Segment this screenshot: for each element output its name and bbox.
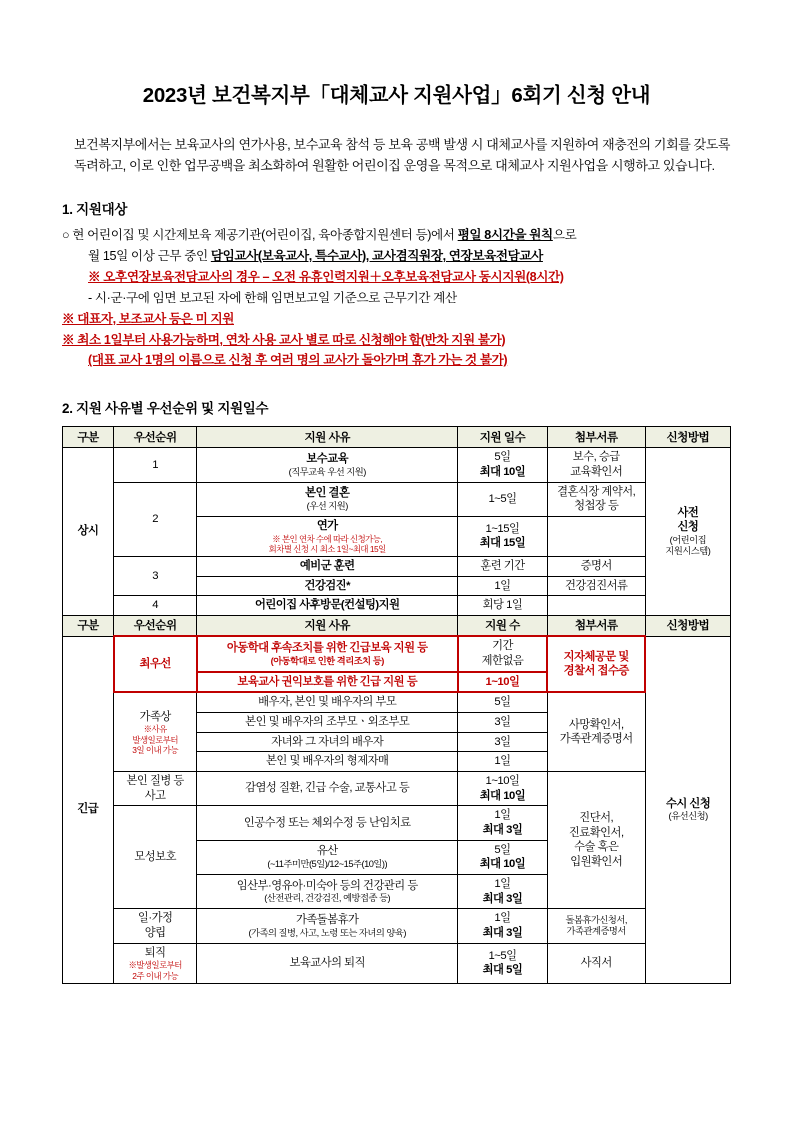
days-cell: 5일: [458, 692, 547, 712]
reason-sub: (아동학대로 인한 격리조치 등): [270, 655, 384, 666]
docs-cell: 건강검진서류: [547, 576, 645, 596]
table-header-row-2: [63, 615, 731, 636]
reason-note-1: ※ 본인 연차 수에 따라 신청가능,: [272, 533, 383, 544]
table-row: [63, 636, 731, 671]
reason-cell: [197, 875, 458, 909]
docs-line2: 교육확인서: [570, 466, 623, 478]
docs-line2: 청첩장 등: [574, 500, 619, 513]
list-item: [62, 247, 731, 267]
table-row: [63, 482, 731, 516]
docs-line1: 결혼식장 계약서,: [557, 485, 636, 498]
col-header-priority: 우선순위: [114, 427, 197, 448]
text-fragment: ○ 현 어린이집 및 시간제보육 제공기관(어린이집, 육아종합지원센터 등)에서: [62, 228, 458, 243]
reason-main: 임산부·영유아·미숙아 등의 건강관리 등: [236, 879, 418, 892]
reason-cell: [197, 517, 458, 557]
docs-cell: 사직서: [547, 943, 645, 983]
reason-sub: (가족의 질병, 사고, 노령 또는 자녀의 양육): [248, 927, 406, 938]
days-cell: 훈련 기간: [458, 556, 547, 576]
text-fragment: 월 15일 이상 근무 중인: [88, 248, 211, 263]
table-row: [63, 943, 731, 983]
intro-paragraph: 보건복지부에서는 보육교사의 연가사용, 보수교육 참석 등 보육 공백 발생 시 대체교사를 지원하여 재충전의 기회를 갖도록 독려하고, 이로 인한 업무공백을 최소화하여 원활한 어린이집 운영을 목적으로 대체교사 지원사업을 시행하고 있습니다.: [74, 137, 731, 174]
priority-label-line1: 일·가정: [137, 912, 173, 925]
section-2-heading: 2. 지원 사유별 우선순위 및 지원일수: [62, 401, 269, 417]
days-cell: [458, 909, 547, 943]
docs-cell: [547, 517, 645, 557]
days-line1: 기간: [492, 640, 513, 653]
table-row: [63, 556, 731, 576]
priority-cell-top: 최우선: [114, 636, 197, 692]
method-line1: 수시 신청: [665, 797, 711, 810]
list-item: (대표 교사 1명의 이름으로 신청 후 여러 명의 교사가 돌아가며 휴가 가는 것 불가): [88, 353, 508, 368]
days-line1: 1~5일: [488, 949, 517, 962]
days-cell: 1일: [458, 576, 547, 596]
docs-cell: [547, 482, 645, 516]
reason-cell: [197, 840, 458, 874]
days-line2: 제한없음: [481, 655, 524, 668]
days-line1: 1~15일: [485, 522, 520, 535]
priority-label: 가족상: [139, 710, 171, 723]
table-row: [63, 772, 731, 806]
reason-cell: 본인 및 배우자의 조부모ㆍ외조부모: [197, 713, 458, 733]
docs-cell: [547, 772, 645, 909]
reason-main: 유산: [316, 845, 338, 858]
days-line2: 최대 5일: [482, 964, 523, 977]
method-line4: 지원시스템): [665, 546, 711, 557]
priority-cell: 4: [114, 596, 197, 616]
priority-note-1: ※발생일로부터: [128, 960, 182, 971]
priority-label-line2: 사고: [144, 789, 166, 802]
reason-cell: 자녀와 그 자녀의 배우자: [197, 732, 458, 752]
col-header-reason: 지원 사유: [197, 427, 458, 448]
days-line1: 5일: [494, 843, 511, 856]
days-line1: 1일: [494, 878, 511, 891]
days-cell: [458, 840, 547, 874]
col-header-days: 지원 일수: [458, 427, 547, 448]
days-cell: [458, 806, 547, 840]
days-cell: [458, 636, 547, 671]
method-line2: (유선신청): [668, 811, 708, 822]
reason-main: 가족돌봄휴가: [295, 914, 359, 927]
docs-line1: 보수, 승급: [572, 451, 620, 464]
reason-sub: (직무교육 우선 지원): [288, 466, 366, 477]
days-cell: 3일: [458, 732, 547, 752]
priority-cell-illness: [114, 772, 197, 806]
days-line2: 최대 10일: [479, 858, 526, 871]
docs-line2: 경찰서 접수증: [563, 665, 629, 678]
priority-cell-resign: [114, 943, 197, 983]
docs-cell: [547, 636, 645, 692]
days-cell: 3일: [458, 713, 547, 733]
support-reasons-table: [62, 426, 731, 983]
reason-cell: 보육교사 권익보호를 위한 긴급 지원 등: [197, 672, 458, 693]
col-header-method: 신청방법: [645, 615, 730, 636]
docs-line1: 돌봄휴가신청서,: [565, 914, 627, 925]
days-line1: 5일: [494, 451, 511, 464]
reason-cell: 배우자, 본인 및 배우자의 부모: [197, 692, 458, 712]
reason-main: 보수교육: [306, 453, 349, 465]
reason-sub: (~11주미만(5일)/12~15주(10일)): [267, 859, 388, 870]
col-header-days: 지원 수: [458, 615, 547, 636]
days-cell: [458, 772, 547, 806]
reason-cell: [197, 448, 458, 482]
priority-cell: 3: [114, 556, 197, 595]
method-line1: 사전: [677, 506, 699, 519]
docs-line1: 지자체공문 및: [563, 650, 629, 663]
days-cell: [458, 448, 547, 482]
page-title: 2023년 보건복지부「대체교사 지원사업」6회기 신청 안내: [142, 84, 651, 107]
docs-cell: [547, 909, 645, 943]
docs-line1: 진단서,: [579, 811, 614, 824]
docs-cell: [547, 448, 645, 482]
col-header-division: 구분: [63, 615, 114, 636]
reason-cell: 감염성 질환, 긴급 수술, 교통사고 등: [197, 772, 458, 806]
priority-cell-worklife: [114, 909, 197, 943]
reason-note-2: 회차별 신청 시 최소 1일~최대 15일: [268, 543, 386, 554]
priority-note-2: 발생일로부터: [132, 734, 178, 745]
priority-cell-maternity: 모성보호: [114, 806, 197, 909]
col-header-division: 구분: [63, 427, 114, 448]
docs-line3: 수술 혹은: [574, 841, 619, 854]
docs-cell: [547, 596, 645, 616]
priority-label-line1: 본인 질병 등: [126, 775, 184, 788]
priority-label-line2: 양립: [144, 927, 166, 940]
section-1-heading: 1. 지원대상: [62, 202, 128, 218]
days-line2: 최대 15일: [479, 537, 526, 550]
list-item: ※ 오후연장보육전담교사의 경우 – 오전 유휴인력지원＋오후보육전담교사 동시지원(8시간): [88, 269, 564, 284]
priority-cell: 2: [114, 482, 197, 556]
days-cell: 1일: [458, 752, 547, 772]
table-row: [63, 448, 731, 482]
days-line2: 최대 10일: [479, 466, 526, 478]
priority-note-1: ※사유: [143, 724, 167, 735]
col-header-method: 신청방법: [645, 427, 730, 448]
method-line2: 신청: [677, 521, 699, 534]
days-line2: 최대 3일: [482, 824, 523, 837]
docs-line2: 진료확인서,: [568, 826, 624, 839]
method-cell-regular: [645, 448, 730, 616]
priority-note-3: 3일 이내 가능: [132, 744, 179, 755]
reason-cell: [197, 482, 458, 516]
reason-cell: [197, 636, 458, 671]
days-line1: 1일: [494, 912, 511, 925]
days-cell: 회당 1일: [458, 596, 547, 616]
reason-cell: 본인 및 배우자의 형제자매: [197, 752, 458, 772]
reason-cell: 건강검진*: [197, 576, 458, 596]
reason-cell: 보육교사의 퇴직: [197, 943, 458, 983]
list-item: - 시·군·구에 임면 보고된 자에 한해 임면보고일 기준으로 근무기간 계산: [88, 290, 457, 305]
reason-main: 본인 결혼: [305, 487, 350, 500]
col-header-reason: 지원 사유: [197, 615, 458, 636]
section-1-list: [62, 226, 731, 371]
priority-label: 퇴직: [144, 946, 166, 959]
table-row: [63, 596, 731, 616]
division-label-regular: 상시: [63, 448, 114, 616]
docs-line2: 가족관계증명서: [559, 733, 633, 746]
days-cell: 1~5일: [458, 482, 547, 516]
docs-line2: 가족관계증명서: [566, 926, 626, 937]
table-row: [63, 692, 731, 712]
priority-cell: 1: [114, 448, 197, 482]
reason-cell: 예비군 훈련: [197, 556, 458, 576]
docs-line1: 사망확인서,: [568, 718, 624, 731]
days-cell: [458, 517, 547, 557]
method-cell-urgent: [645, 636, 730, 983]
days-line2: 최대 10일: [479, 789, 526, 802]
division-label-urgent: 긴급: [63, 636, 114, 983]
days-line2: 최대 3일: [482, 927, 523, 940]
list-item: [62, 226, 731, 246]
list-item: ※ 최소 1일부터 사용가능하며, 연차 사용 교사 별로 따로 신청해야 함(반차 지원 불가): [62, 332, 506, 347]
col-header-docs: 첨부서류: [547, 427, 645, 448]
reason-sub: (우선 지원): [306, 501, 348, 512]
list-item: ※ 대표자, 보조교사 등은 미 지원: [62, 311, 234, 326]
days-line2: 최대 3일: [482, 892, 523, 905]
text-emphasis: 평일 8시간을 원칙: [457, 228, 553, 243]
days-line1: 1~10일: [485, 775, 520, 788]
col-header-priority: 우선순위: [114, 615, 197, 636]
reason-cell: [197, 909, 458, 943]
docs-line4: 입원확인서: [570, 855, 623, 868]
days-cell: [458, 875, 547, 909]
reason-cell: 인공수정 또는 체외수정 등 난임치료: [197, 806, 458, 840]
reason-main: 연가: [316, 520, 338, 533]
method-line3: (어린이집: [669, 534, 707, 545]
reason-sub: (산전관리, 건강검진, 예방접종 등): [264, 893, 391, 904]
text-emphasis: 담임교사(보육교사, 특수교사), 교사겸직원장, 연장보육전담교사: [210, 248, 543, 263]
days-cell: [458, 943, 547, 983]
table-row: [63, 909, 731, 943]
days-cell: 1~10일: [458, 672, 547, 693]
docs-cell: 증명서: [547, 556, 645, 576]
text-fragment: 으로: [552, 228, 577, 243]
col-header-docs: 첨부서류: [547, 615, 645, 636]
reason-cell: 어린이집 사후방문(컨설팅)지원: [197, 596, 458, 616]
priority-note-2: 2주 이내 가능: [132, 970, 179, 981]
docs-cell: [547, 692, 645, 771]
table-header-row: [63, 427, 731, 448]
reason-main: 아동학대 후속조치를 위한 긴급보육 지원 등: [226, 642, 428, 655]
priority-cell-family: [114, 692, 197, 771]
days-line1: 1일: [494, 809, 511, 822]
